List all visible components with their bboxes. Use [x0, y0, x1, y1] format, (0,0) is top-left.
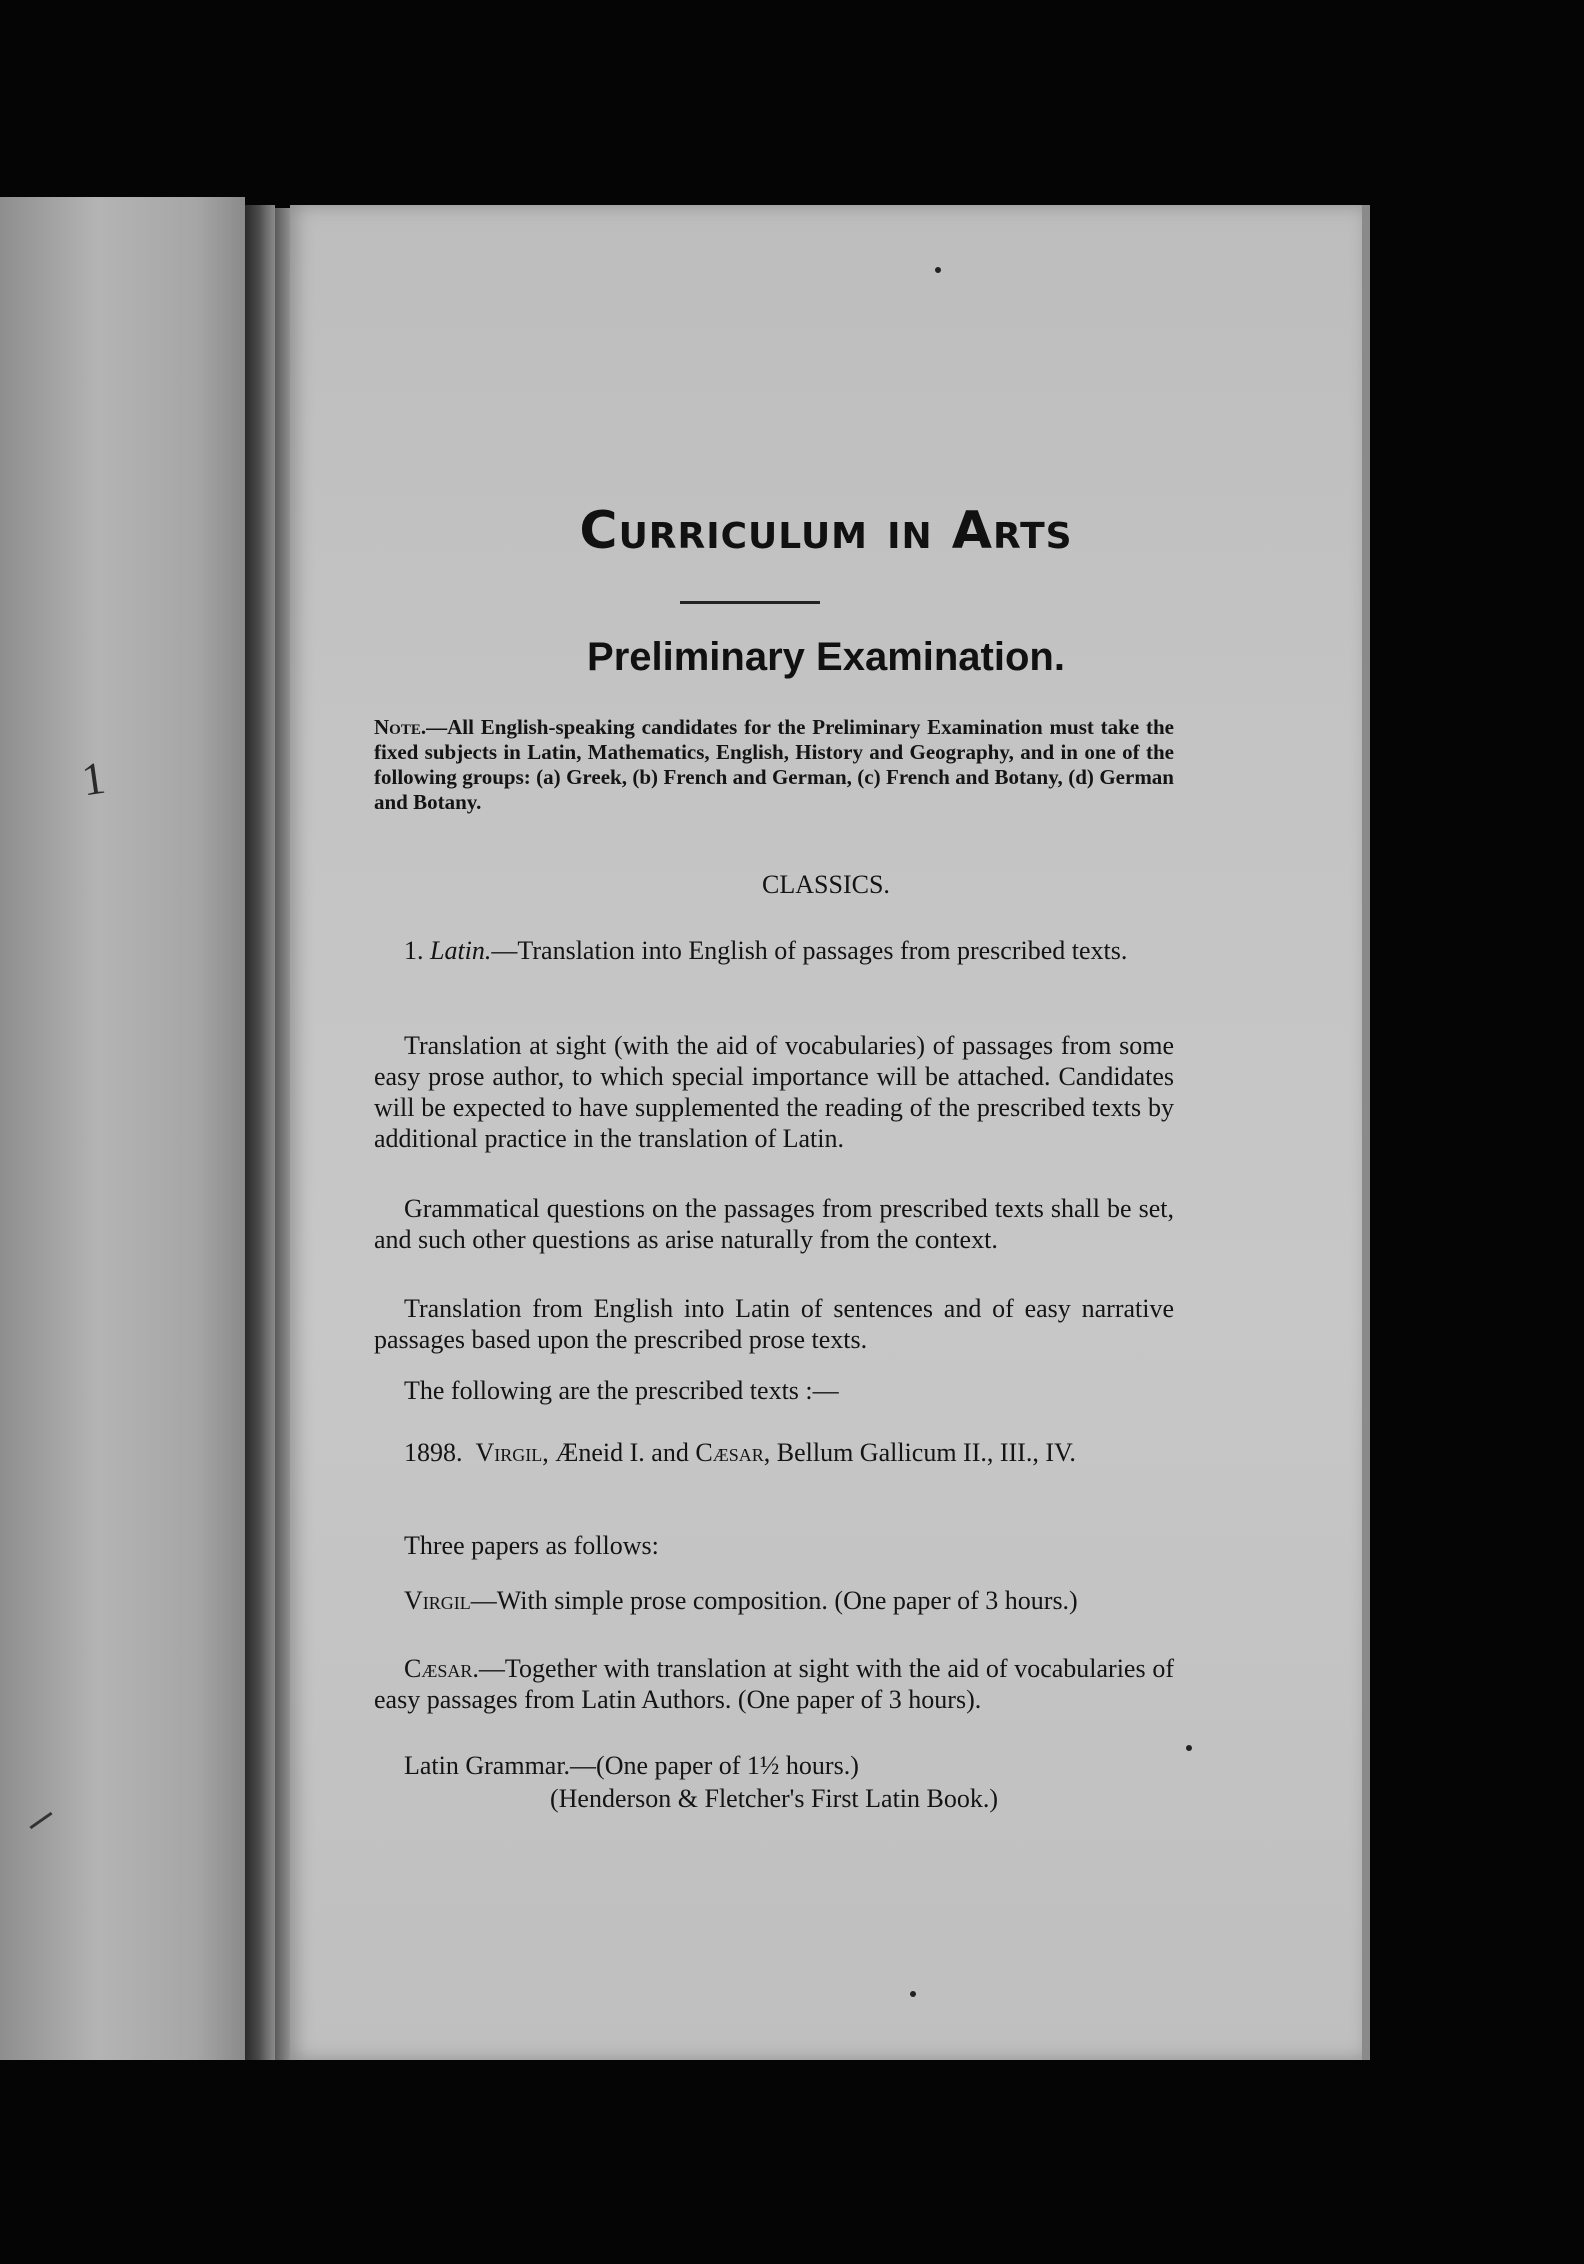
latin-paragraph: [374, 935, 1174, 966]
work-bellum-gallicum: Bellum Gallicum II., III., IV.: [776, 1438, 1076, 1467]
document-page: [290, 205, 1362, 2060]
following-texts-line: The following are the prescribed texts :—: [404, 1376, 839, 1405]
work-aeneid: Æneid I. and: [555, 1438, 689, 1467]
latin-number: 1.: [404, 936, 424, 965]
grammar-book: (Henderson & Fletcher's First Latin Book.): [549, 1784, 999, 1813]
grammatical-paragraph: Grammatical questions on the passages from prescribed texts shall be set, and such other questions as arise naturally from the context.: [374, 1194, 1174, 1254]
title-divider: [680, 601, 820, 604]
year-1898: 1898.: [404, 1438, 463, 1467]
virgil-paper-name: Virgil: [404, 1586, 471, 1615]
paper-speck: [1186, 1745, 1192, 1751]
page-title: Curriculum in Arts: [579, 501, 1073, 561]
page-content: [290, 205, 1362, 2060]
candidates-note: [374, 715, 1174, 815]
note-lead: Note.: [374, 715, 427, 739]
virgil-paper: [374, 1585, 1174, 1616]
caesar-paper-text: —Together with translation at sight with the aid of vocabularies of easy passages from Latin Authors. (One paper of 3 hours).: [374, 1654, 1174, 1714]
note-text: —All English-speaking candidates for the Preliminary Examination must take the fixed subjects in Latin, Mathematics, English, History and Geography, and in one of the following groups: (a) Greek, (b) French and German, (c) French and Botany, (d) German and Botany.: [374, 715, 1174, 814]
author-caesar: Cæsar,: [695, 1438, 771, 1467]
prescribed-texts-1898: [374, 1437, 1174, 1468]
paper-speck: [910, 1991, 916, 1997]
caesar-paper: [374, 1653, 1174, 1715]
sight-translation-paragraph: Translation at sight (with the aid of vocabularies) of passages from some easy prose author, to which special importance will be attached. Candidates will be expected to have supplemented the reading of the prescribed texts by additional practice in the translation of Latin.: [374, 1031, 1174, 1153]
left-page-fragment: [0, 197, 245, 2060]
latin-label: Latin.: [430, 936, 492, 965]
page-edge: [1362, 205, 1370, 2060]
grammar-paper: Latin Grammar.—(One paper of 1½ hours.): [404, 1751, 859, 1780]
paper-speck: [935, 267, 941, 273]
author-virgil: Virgil,: [475, 1438, 549, 1467]
latin-text: —Translation into English of passages from prescribed texts.: [491, 936, 1128, 965]
virgil-paper-text: —With simple prose composition. (One paper of 3 hours.): [470, 1586, 1078, 1615]
english-to-latin-paragraph: Translation from English into Latin of sentences and of easy narrative passages based upon the prescribed prose texts.: [374, 1294, 1174, 1354]
left-page-stroke: [29, 1812, 52, 1829]
left-page-mark: 1: [78, 751, 109, 806]
page-subtitle: Preliminary Examination.: [587, 635, 1065, 679]
section-heading-classics: CLASSICS.: [762, 870, 890, 899]
book-spine: [245, 205, 275, 2060]
three-papers-line: Three papers as follows:: [404, 1531, 659, 1560]
caesar-paper-name: Cæsar.: [404, 1654, 479, 1683]
